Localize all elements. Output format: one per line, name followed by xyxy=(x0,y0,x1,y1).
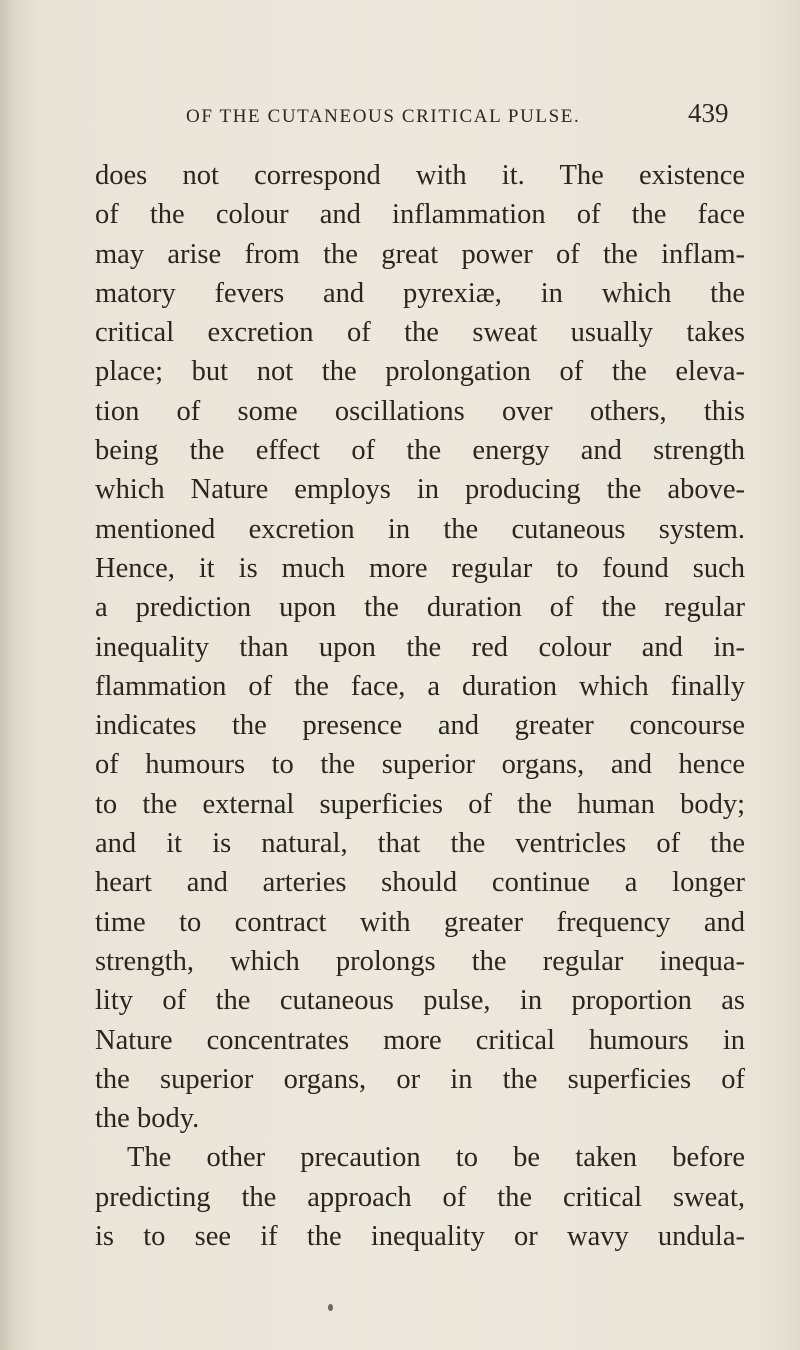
text-line: indicates the presence and greater concourse xyxy=(95,710,745,742)
body-text xyxy=(95,156,745,1256)
paragraph-end-line: the body. xyxy=(95,1103,200,1135)
text-line: flammation of the face, a duration which finally xyxy=(95,670,745,702)
text-line: tion of some oscillations over others, this xyxy=(95,395,745,427)
text-line: is to see if the inequality or wavy undula- xyxy=(95,1221,745,1253)
text-line: to the external superficies of the human body; xyxy=(95,788,745,820)
text-line: which Nature employs in producing the above- xyxy=(95,474,745,506)
paragraph-start-line: The other precaution to be taken before xyxy=(127,1142,745,1174)
text-line: a prediction upon the duration of the regular xyxy=(95,592,745,624)
text-line: of humours to the superior organs, and hence xyxy=(95,749,745,781)
text-line: Nature concentrates more critical humours in xyxy=(95,1024,745,1056)
text-line: place; but not the prolongation of the eleva- xyxy=(95,356,745,388)
text-line: Hence, it is much more regular to found such xyxy=(95,552,745,584)
text-line: strength, which prolongs the regular inequa- xyxy=(95,945,745,977)
text-line: being the effect of the energy and strength xyxy=(95,435,745,467)
text-line: heart and arteries should continue a longer xyxy=(95,867,745,899)
ink-speck xyxy=(328,1304,333,1311)
text-line: predicting the approach of the critical sweat, xyxy=(95,1181,745,1213)
page-number: 439 xyxy=(688,98,729,128)
running-title: OF THE CUTANEOUS CRITICAL PULSE. xyxy=(186,106,581,127)
running-head xyxy=(0,98,800,134)
text-line: may arise from the great power of the inflam- xyxy=(95,238,745,270)
text-line: and it is natural, that the ventricles of the xyxy=(95,828,745,860)
text-line: time to contract with greater frequency and xyxy=(95,906,745,938)
text-line: does not correspond with it. The existence xyxy=(95,160,745,191)
text-line: critical excretion of the sweat usually takes xyxy=(95,317,745,349)
text-line: the superior organs, or in the superficies of xyxy=(95,1063,745,1095)
text-line: inequality than upon the red colour and in- xyxy=(95,631,745,663)
text-line: mentioned excretion in the cutaneous system. xyxy=(95,513,745,545)
text-line: matory fevers and pyrexiæ, in which the xyxy=(95,277,745,309)
text-line: lity of the cutaneous pulse, in proportion as xyxy=(95,985,745,1017)
text-line: of the colour and inflammation of the face xyxy=(95,199,745,231)
